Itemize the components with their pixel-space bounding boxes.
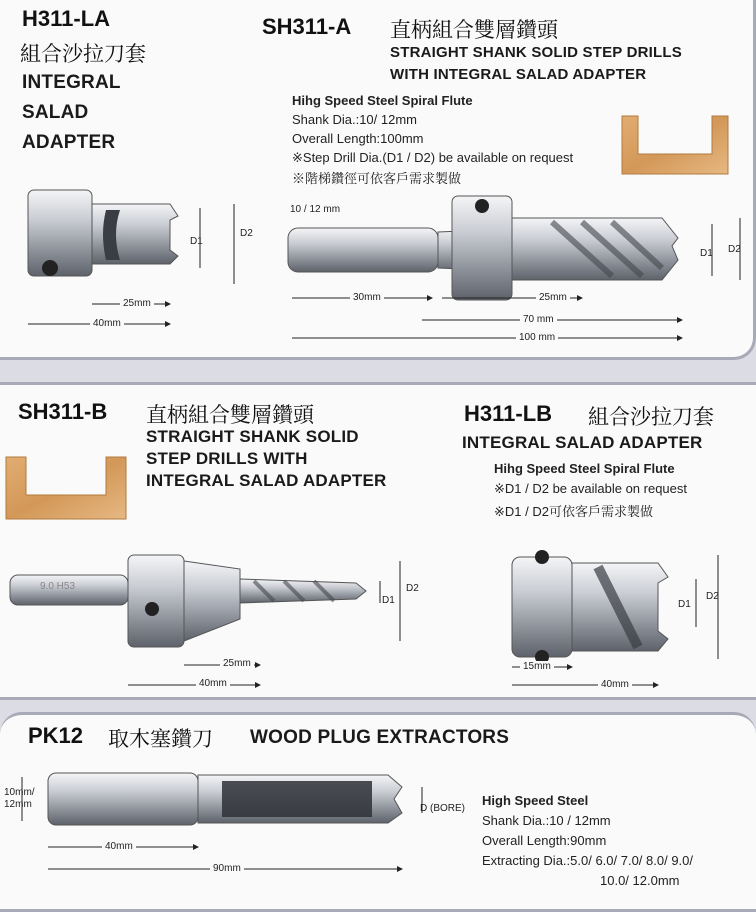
spec-line-2: Overall Length:100mm — [292, 131, 424, 146]
product-cjk-name-pk12: 取木塞鑽刀 — [108, 727, 213, 751]
wood-profile-icon — [4, 455, 134, 525]
dim-d2: D2 — [728, 244, 741, 255]
title-line-2: SALAD — [22, 102, 89, 123]
spec-line-1: ※D1 / D2 be available on request — [494, 481, 688, 496]
dim-d2: D2 — [240, 228, 253, 239]
panel-salad-adapter-a — [0, 0, 756, 360]
dim-40mm: 40mm — [90, 318, 124, 329]
material-subtitle: High Speed Steel — [482, 793, 589, 808]
dim-25mm: 25mm — [120, 298, 154, 309]
spec-line-2: ※D1 / D2可依客戶需求製做 — [494, 504, 653, 519]
dim-d2: D2 — [706, 591, 719, 602]
title-line-3: ADAPTER — [22, 132, 116, 153]
dim-d1: D1 — [678, 599, 691, 610]
h311-la-drawing — [20, 186, 280, 336]
dim-100mm: 100 mm — [516, 332, 558, 343]
dim-d1: D1 — [382, 595, 395, 606]
spec-line-1: Shank Dia.:10/ 12mm — [292, 112, 418, 127]
product-code-sh311-a: SH311-A — [262, 14, 352, 39]
spec-line-4: 10.0/ 12.0mm — [600, 873, 680, 888]
product-cjk-name-h311-la: 組合沙拉刀套 — [20, 42, 146, 66]
material-subtitle: Hihg Speed Steel Spiral Flute — [292, 93, 473, 108]
product-code-pk12: PK12 — [28, 723, 84, 748]
material-subtitle: Hihg Speed Steel Spiral Flute — [494, 461, 675, 476]
product-code-h311-lb: H311-LB — [464, 401, 553, 426]
spec-line-4: ※階梯鑽徑可依客戶需求製做 — [292, 171, 462, 186]
dim-15mm: 15mm — [520, 661, 554, 672]
title-line-1: INTEGRAL — [22, 72, 121, 93]
dim-25mm: 25mm — [220, 658, 254, 669]
panel-wood-plug-extractors — [0, 712, 756, 912]
dim-40mm: 40mm — [598, 679, 632, 690]
product-cjk-name-sh311-b: 直柄組合雙層鑽頭 — [146, 403, 314, 427]
title-line-2: WITH INTEGRAL SALAD ADAPTER — [390, 66, 647, 83]
title: INTEGRAL SALAD ADAPTER — [462, 433, 703, 452]
dim-40mm: 40mm — [196, 678, 230, 689]
product-cjk-name-h311-lb: 組合沙拉刀套 — [588, 405, 714, 429]
dim-d2: D2 — [406, 583, 419, 594]
dim-40mm: 40mm — [102, 841, 136, 852]
wood-profile-icon — [620, 110, 730, 180]
dim-shank-2: 12mm — [4, 799, 32, 810]
spec-line-1: Shank Dia.:10 / 12mm — [482, 813, 611, 828]
dim-90mm: 90mm — [210, 863, 244, 874]
title-line-1: STRAIGHT SHANK SOLID — [146, 427, 359, 446]
spec-line-3: Extracting Dia.:5.0/ 6.0/ 7.0/ 8.0/ 9.0/ — [482, 853, 694, 868]
title: WOOD PLUG EXTRACTORS — [250, 727, 510, 748]
dim-d1: D1 — [190, 236, 203, 247]
dim-25mm: 25mm — [536, 292, 570, 303]
title-line-2: STEP DRILLS WITH — [146, 449, 308, 468]
dim-shank-1: 10mm/ — [4, 787, 35, 798]
sh311-b-drawing — [4, 545, 424, 695]
title-line-1: STRAIGHT SHANK SOLID STEP DRILLS — [390, 44, 682, 61]
dim-bore: D (BORE) — [420, 803, 465, 814]
panel-salad-adapter-b — [0, 382, 756, 700]
dim-shank: 10 / 12 mm — [290, 204, 341, 215]
product-code-h311-la: H311-LA — [22, 6, 111, 31]
product-code-sh311-b: SH311-B — [18, 399, 108, 424]
product-cjk-name-sh311-a: 直柄組合雙層鑽頭 — [390, 18, 558, 42]
dim-d1: D1 — [700, 248, 713, 259]
sh311-a-drawing — [282, 188, 742, 348]
dim-30mm: 30mm — [350, 292, 384, 303]
dim-70mm: 70 mm — [520, 314, 557, 325]
spec-line-3: ※Step Drill Dia.(D1 / D2) be available on request — [292, 150, 574, 165]
shank-marking: 9.0 H53 — [40, 581, 76, 592]
spec-line-2: Overall Length:90mm — [482, 833, 607, 848]
title-line-3: INTEGRAL SALAD ADAPTER — [146, 471, 387, 490]
